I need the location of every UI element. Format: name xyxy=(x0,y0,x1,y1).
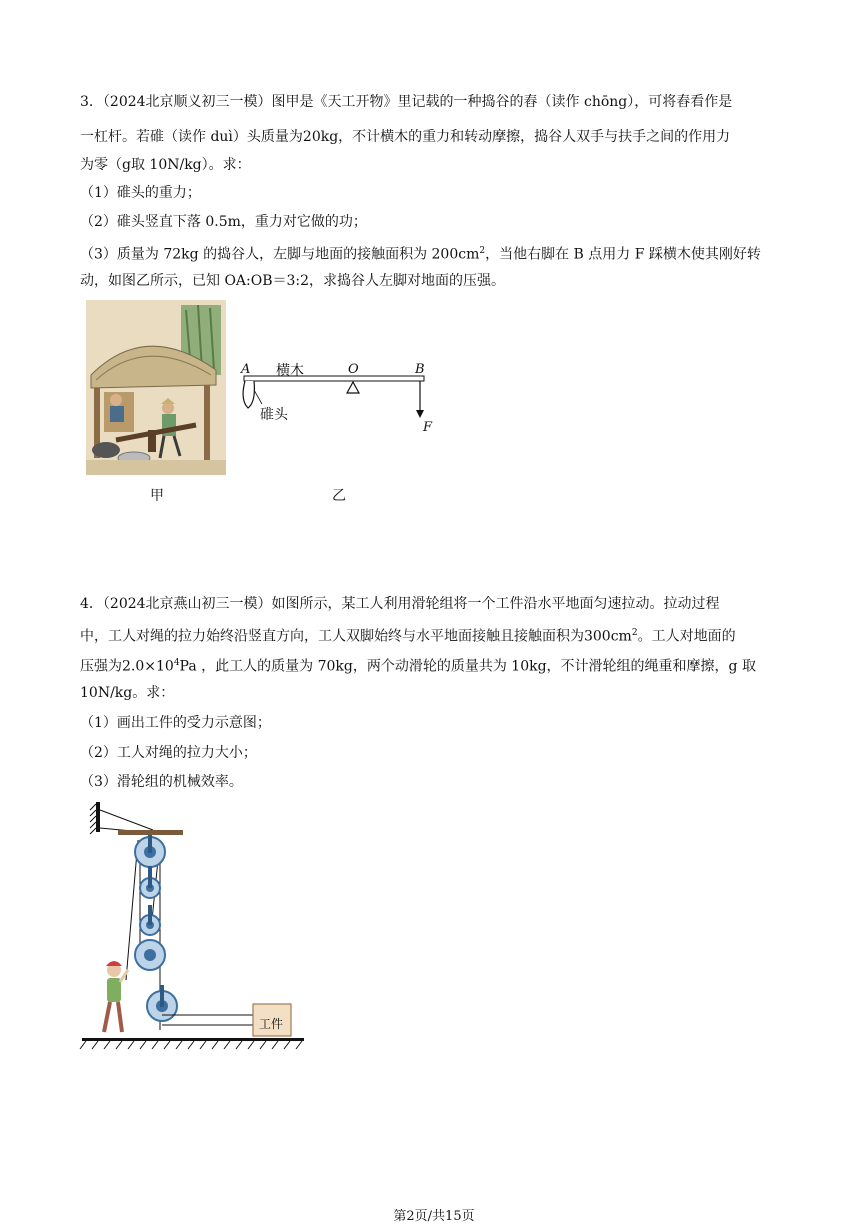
label-O: O xyxy=(348,362,359,377)
pulley-5 xyxy=(147,985,177,1021)
q4-sub3: （3）滑轮组的机械效率。 xyxy=(80,774,243,790)
pulley-4 xyxy=(135,940,165,970)
lever-beam xyxy=(244,376,424,381)
pulley-1 xyxy=(135,835,165,867)
q3-line1: 3．（2024北京顺义初三一模）图甲是《天工开物》里记载的一种捣谷的舂（读作 chōng），可将舂看作是 xyxy=(80,94,733,110)
label-beam: 横木 xyxy=(276,363,304,379)
ground xyxy=(82,1038,304,1041)
q4-line2 xyxy=(80,623,736,647)
q3-line3: 为零（g取 10N/kg）。求： xyxy=(80,157,251,173)
label-pestle-head: 碓头 xyxy=(260,407,288,423)
q3-line2: 一杠杆。若碓（读作 duì）头质量为20kg，不计横木的重力和转动摩擦，捣谷人双手与扶手之间的作用力 xyxy=(80,129,731,145)
q3-sub1: （1）碓头的重力； xyxy=(80,185,201,201)
q3-sub3-text-b: ，当他右脚在 B 点用力 F 踩横木使其刚好转 xyxy=(485,246,761,263)
q3-sub3-text-a: （3）质量为 72kg 的捣谷人，左脚与地面的接触面积为 200cm xyxy=(80,246,480,263)
q4-line2-sup: 2 xyxy=(631,628,638,638)
q4-line1: 4．（2024北京燕山初三一模）如图所示，某工人利用滑轮组将一个工件沿水平地面匀速拉动。拉动过程 xyxy=(80,596,720,612)
q4-line2-text-a: 中，工人对绳的拉力始终沿竖直方向，工人双脚始终与水平地面接触且接触面积为300cm xyxy=(80,628,632,645)
illustration-jia xyxy=(86,300,226,475)
label-A: A xyxy=(241,362,251,377)
q3-sub2: （2）碓头竖直下落 0.5m，重力对它做的功； xyxy=(80,214,367,230)
q3-sub3 xyxy=(80,241,761,265)
q3-sub3-line2: 动，如图乙所示，已知 OA:OB＝3:2，求捣谷人左脚对地面的压强。 xyxy=(80,273,506,289)
ceiling-beam xyxy=(118,830,183,835)
caption-jia: 甲 xyxy=(150,488,164,504)
fulcrum-triangle xyxy=(347,382,359,393)
page-footer: 第2页/共15页 xyxy=(393,1209,475,1224)
q4-line4: 10N/kg。求： xyxy=(80,685,175,701)
caption-yi: 乙 xyxy=(332,488,346,504)
q3-sub3-sup: 2 xyxy=(479,246,486,256)
label-F: F xyxy=(423,420,433,435)
q4-line3-text-b: Pa ，此工人的质量为 70kg，两个动滑轮的质量共为 10kg，不计滑轮组的绳重和摩擦，g 取 xyxy=(179,658,756,675)
q4-line2-text-b: 。工人对地面的 xyxy=(637,628,736,645)
q4-line3-text-a: 压强为2.0×10 xyxy=(80,658,174,675)
q4-line3-sup: 4 xyxy=(173,658,180,668)
pestle-head xyxy=(243,381,254,408)
force-arrow-head xyxy=(416,410,424,418)
q4-sub1: （1）画出工件的受力示意图； xyxy=(80,715,271,731)
label-B: B xyxy=(415,362,425,377)
pulley-3 xyxy=(140,905,160,935)
workpiece-label: 工件 xyxy=(259,1017,284,1031)
q4-sub2: （2）工人对绳的拉力大小； xyxy=(80,745,257,761)
worker-figure xyxy=(104,961,128,1032)
q4-line3 xyxy=(80,653,756,677)
